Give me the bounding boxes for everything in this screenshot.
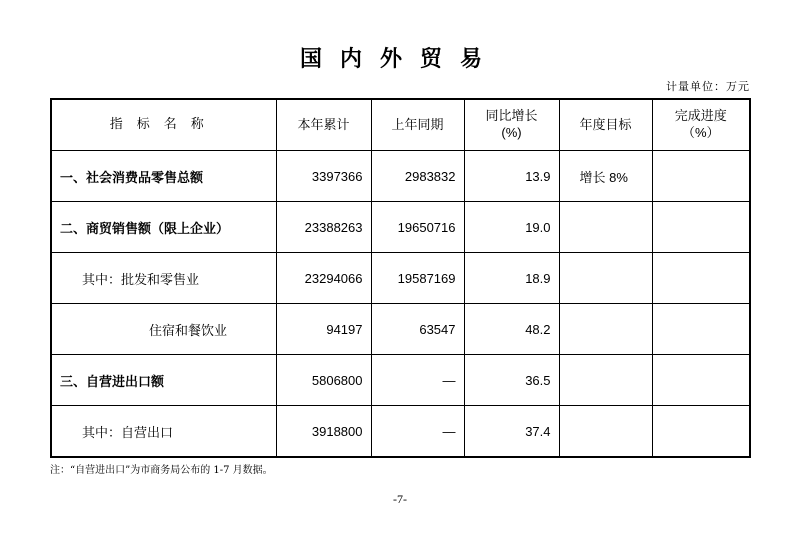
row-target: 增长 8%	[559, 151, 652, 202]
row-current-total: 94197	[276, 304, 371, 355]
table-row	[51, 355, 750, 406]
row-last-year: 2983832	[371, 151, 464, 202]
table-header-row	[51, 99, 750, 151]
row-current-total: 23294066	[276, 253, 371, 304]
row-yoy: 19.0	[464, 202, 559, 253]
table-row	[51, 253, 750, 304]
row-current-total: 3918800	[276, 406, 371, 458]
row-current-total: 23388263	[276, 202, 371, 253]
row-target	[559, 253, 652, 304]
header-last-year: 上年同期	[371, 99, 464, 151]
table-row	[51, 304, 750, 355]
header-progress	[652, 99, 750, 151]
row-last-year: 63547	[371, 304, 464, 355]
page-number: -7-	[393, 492, 407, 506]
row-name: 其中：批发和零售业	[51, 253, 276, 304]
row-name: 其中：自营出口	[51, 406, 276, 458]
page-title: 国内外贸易	[299, 47, 500, 72]
row-progress	[652, 304, 750, 355]
header-current-total: 本年累计	[276, 99, 371, 151]
trade-table	[50, 98, 751, 458]
row-current-total: 3397366	[276, 151, 371, 202]
row-target	[559, 355, 652, 406]
row-last-year: —	[371, 406, 464, 458]
row-name: 二、商贸销售额（限上企业）	[51, 202, 276, 253]
row-yoy: 36.5	[464, 355, 559, 406]
header-annual-target: 年度目标	[559, 99, 652, 151]
row-yoy: 37.4	[464, 406, 559, 458]
row-yoy: 18.9	[464, 253, 559, 304]
footnote: 注：“自营进出口”为市商务局公布的 1-7 月数据。	[50, 465, 273, 476]
row-target	[559, 304, 652, 355]
row-yoy: 13.9	[464, 151, 559, 202]
row-progress	[652, 151, 750, 202]
row-target	[559, 202, 652, 253]
row-name: 住宿和餐饮业	[51, 304, 276, 355]
row-name: 一、社会消费品零售总额	[51, 151, 276, 202]
row-current-total: 5806800	[276, 355, 371, 406]
header-yoy	[464, 99, 559, 151]
unit-label: 计量单位：万元	[666, 80, 750, 93]
row-progress	[652, 202, 750, 253]
table-row	[51, 202, 750, 253]
row-name: 三、自营进出口额	[51, 355, 276, 406]
row-progress	[652, 355, 750, 406]
header-name	[51, 99, 276, 151]
row-last-year: 19587169	[371, 253, 464, 304]
header-progress-line1: 完成进度	[674, 108, 727, 124]
table-row	[51, 151, 750, 202]
row-last-year: 19650716	[371, 202, 464, 253]
header-yoy-line2: (%)	[501, 125, 522, 140]
header-progress-line2: （%）	[681, 125, 720, 140]
row-target	[559, 406, 652, 458]
header-name-text: 指标名称	[109, 117, 218, 133]
row-progress	[652, 406, 750, 458]
row-yoy: 48.2	[464, 304, 559, 355]
header-yoy-line1: 同比增长	[485, 108, 538, 124]
table-row	[51, 406, 750, 458]
row-last-year: —	[371, 355, 464, 406]
row-progress	[652, 253, 750, 304]
